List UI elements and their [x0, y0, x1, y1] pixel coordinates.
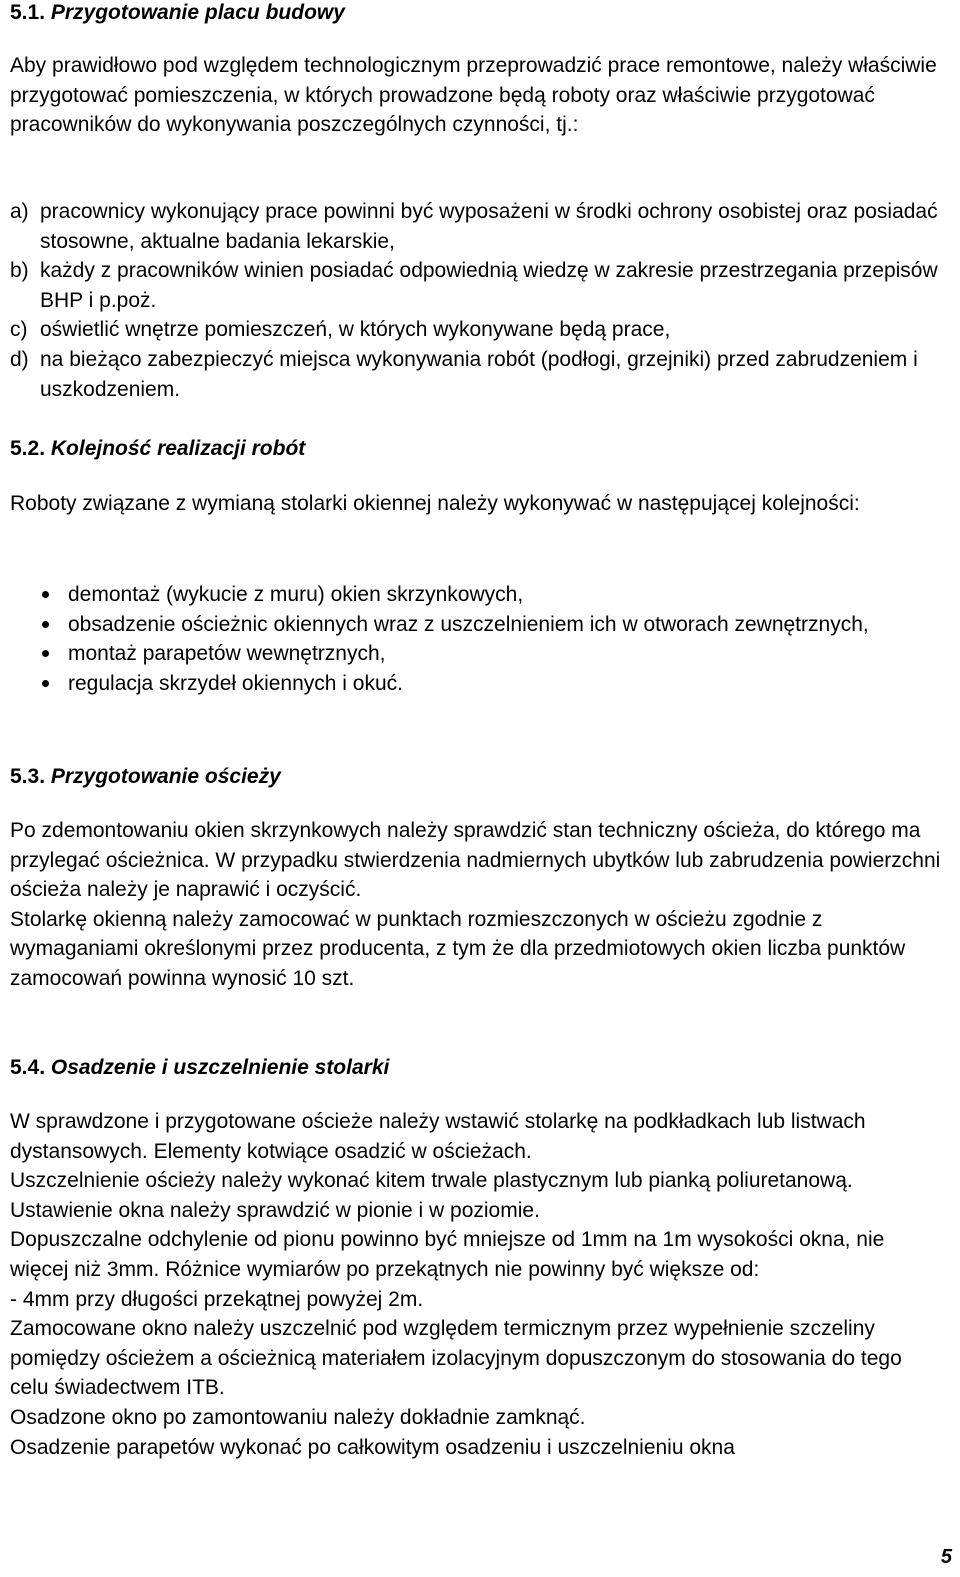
section-body-5-3 [10, 816, 945, 994]
list-item-text: regulacja skrzydeł okiennych i okuć. [68, 671, 403, 695]
list-item-text: oświetlić wnętrze pomieszczeń, w których wykonywane będą prace, [40, 318, 671, 342]
section-heading-5-3 [10, 764, 281, 790]
section-heading-5-1 [10, 0, 345, 26]
bullet-icon [42, 591, 49, 598]
list-marker: b) [10, 259, 29, 283]
section-title: Osadzenie i uszczelnienie stolarki [50, 1056, 390, 1079]
section-title: Przygotowanie placu budowy [50, 1, 345, 24]
bullet-icon [42, 621, 49, 628]
section-title: Kolejność realizacji robót [50, 437, 306, 460]
list-item-text: demontaż (wykucie z muru) okien skrzynkowych, [68, 583, 524, 606]
list-item [10, 669, 945, 699]
section-body-5-4 [10, 1107, 945, 1462]
paragraph: Uszczelnienie ościeży należy wykonać kitem trwale plastycznym lub pianką poliuretanową. Ustawienie okna należy sprawdzić w pionie i w poziomie. [10, 1169, 853, 1222]
paragraph: Aby prawidłowo pod względem technologicznym przeprowadzić prace remontowe, należy właściwie przygotować pomieszczenia, w których prowadzone będą roboty oraz właściwie przygotować pracowników do wykonywania poszczególnych czynności, tj.: [10, 54, 937, 137]
paragraph: Osadzenie parapetów wykonać po całkowitym osadzeniu i uszczelnieniu okna [10, 1435, 735, 1459]
page-number: 5 [940, 1546, 952, 1568]
paragraph: Zamocowane okno należy uszczelnić pod względem termicznym przez wypełnienie szczeliny pomiędzy ościeżem a ościeżnicą materiałem izolacyjnym dopuszczonym do stosowania do tego celu świadectwem ITB. [10, 1317, 902, 1400]
list-item [10, 580, 945, 610]
list-item-text: na bieżąco zabezpieczyć miejsca wykonywania robót (podłogi, grzejniki) przed zabrudzeniem i uszkodzeniem. [40, 347, 918, 401]
sequence-list [10, 580, 945, 698]
list-marker: c) [10, 318, 28, 342]
section-heading-5-2 [10, 436, 305, 462]
list-item [10, 197, 945, 256]
section-number: 5.2. [10, 437, 46, 460]
section-number: 5.3. [10, 765, 46, 788]
list-item [10, 345, 945, 404]
paragraph: W sprawdzone i przygotowane ościeże należy wstawić stolarkę na podkładkach lub listwach dystansowych. Elementy kotwiące osadzić w ościeżach. [10, 1110, 866, 1163]
list-item [10, 256, 945, 315]
paragraph: Dopuszczalne odchylenie od pionu powinno być mniejsze od 1mm na 1m wysokości okna, nie więcej niż 3mm. Różnice wymiarów po przekątnych nie powinny być większe od: [10, 1228, 885, 1281]
section-title: Przygotowanie ościeży [50, 765, 281, 788]
requirements-list [10, 197, 945, 404]
paragraph: Po zdemontowaniu okien skrzynkowych należy sprawdzić stan techniczny ościeża, do którego ma przylegać ościeżnica. W przypadku stwierdzenia nadmiernych ubytków lub zabrudzenia powierzchni ościeża należy je naprawić i oczyścić. [10, 819, 941, 902]
paragraph: Stolarkę okienną należy zamocować w punktach rozmieszczonych w ościeżu zgodnie z wymaganiami określonymi przez producenta, z tym że dla przedmiotowych okien liczba punktów zamocowań powinna wynosić 10 szt. [10, 907, 906, 990]
paragraph: Roboty związane z wymianą stolarki okiennej należy wykonywać w następującej kolejności: [10, 492, 860, 515]
paragraph: Osadzone okno po zamontowaniu należy dokładnie zamknąć. [10, 1405, 586, 1429]
section-number: 5.4. [10, 1056, 46, 1079]
paragraph: - 4mm przy długości przekątnej powyżej 2m. [10, 1287, 424, 1311]
list-item [10, 610, 945, 640]
list-item [10, 315, 945, 345]
list-marker: d) [10, 347, 29, 371]
bullet-icon [42, 680, 49, 687]
list-item-text: każdy z pracowników winien posiadać odpowiednią wiedzę w zakresie przestrzegania przepisów BHP i p.poż. [40, 259, 938, 312]
section-number: 5.1. [10, 1, 46, 24]
list-item-text: obsadzenie ościeżnic okiennych wraz z uszczelnieniem ich w otworach zewnętrznych, [68, 612, 869, 636]
bullet-icon [42, 650, 49, 657]
list-item-text: pracownicy wykonujący prace powinni być wyposażeni w środki ochrony osobistej oraz posiadać stosowne, aktualne badania lekarskie, [40, 200, 938, 253]
list-marker: a) [10, 200, 29, 223]
section-heading-5-4 [10, 1055, 389, 1081]
list-item-text: montaż parapetów wewnętrznych, [68, 642, 386, 666]
list-item [10, 639, 945, 669]
